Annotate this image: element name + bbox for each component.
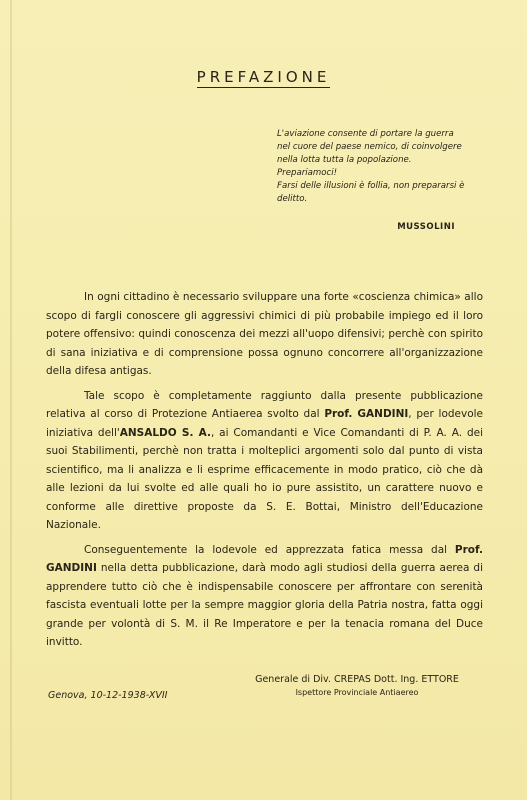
professor-name: Prof. GANDINI [46,543,483,574]
paragraph-text: nella detta pubblicazione, darà modo agli studiosi della guerra aerea di apprendere tutto ciò che è indispensabile conoscere per affrontare con serenità fascista eventuali lotte per la sempre maggior gloria della Patria nostra, fatta oggi grande per volontà di S. M. il Re Imperatore e per la tenacia romana del Duce invitto. [46,562,483,648]
page-title [0,68,527,86]
signature-role: Ispettore Provinciale Antiaereo [295,688,419,697]
page-title-text: PREFAZIONE [196,68,331,86]
signature-name: Generale di Div. CREPAS Dott. Ing. ETTORE [255,674,459,685]
place-date: Genova, 10-12-1938-XVII [48,690,168,701]
paragraph [46,387,483,535]
page-edge-divider [10,0,12,800]
professor-name: Prof. GANDINI [324,408,409,420]
signature-block [252,674,462,697]
paragraph-text: , per lodevole iniziativa dell' [46,408,484,439]
paragraph [46,541,483,652]
paragraph-text: Conseguentemente la lodevole ed apprezzata fatica messa dal [84,543,455,556]
epigraph [277,128,467,206]
epigraph-line: L'aviazione consente di portare la guerra nel cuore del paese nemico, di coinvolgere nella lotta tutta la popolazione. [277,129,462,165]
preface-body [46,288,483,658]
company-name: ANSALDO S. A. [119,426,211,439]
paragraph: In ogni cittadino è necessario sviluppare una forte «coscienza chimica» allo scopo di fargli conoscere gli aggressivi chimici di più probabile impiego ed il loro potere offensivo: quindi conoscenza dei mezzi all'uopo difensivi; perchè con spirito di sana iniziativa e di comprensione possa ognuno concorrere all'organizzazione della difesa antigas. [46,291,483,377]
epigraph-author: MUSSOLINI [397,222,455,232]
paragraph-text: Tale scopo è completamente raggiunto dalla presente pubblicazione relativa al corso di Protezione Antiaerea svolto dal [46,389,483,420]
epigraph-line: Farsi delle illusioni è follia, non prepararsi è delitto. [277,181,465,204]
paragraph-text: , ai Comandanti e Vice Comandanti di P. A. A. dei suoi Stabilimenti, perchè non tratta i molteplici argomenti solo dal punto di vista scientifico, ma li analizza e li esprime efficacemente in modo pratico, ciò che dà alle lezioni da lui svolte ed alle quali ho io pure assistito, un carattere nuovo e conforme alle direttive proposte da S. E. Bottai, Ministro dell'Educazione Nazionale. [46,426,484,531]
epigraph-line: Prepariamoci! [277,168,338,178]
